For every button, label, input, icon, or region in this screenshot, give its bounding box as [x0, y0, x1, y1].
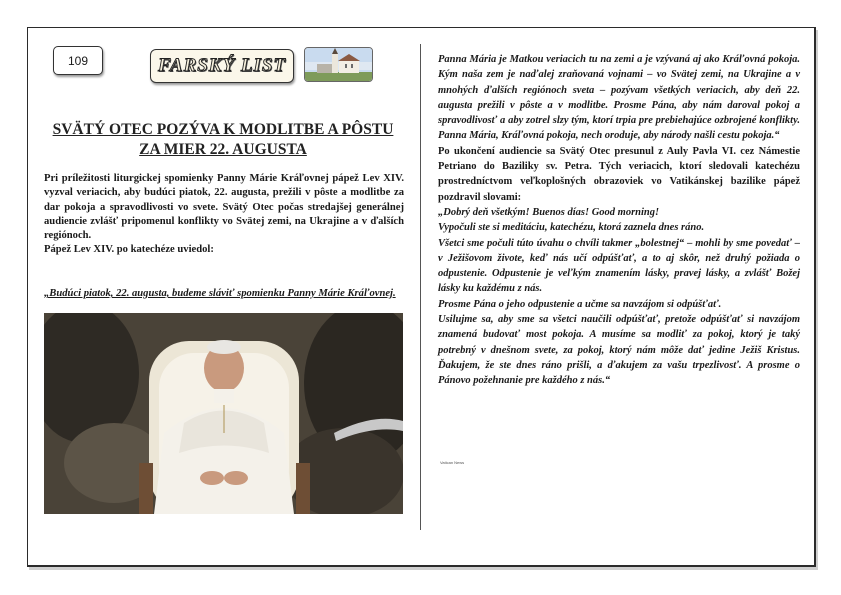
intro-last-line: Pápež Lev XIV. po katechéze uviedol:: [44, 244, 214, 256]
article-headline: [44, 120, 402, 160]
quote-opening: „Budúci piatok, 22. augusta, budeme sláviť spomienku Panny Márie Kráľovnej.: [44, 288, 396, 299]
forgiveness-paragraph: Všetci sme počuli túto úvahu o chvíli takmer „bolestnej“ – mohli by sme povedať – v Ježišovom živote, keď nás učí odpúšťať, a to aj skôr, než druhý požiada o odpustenie. Odpustenie je veľkým znamením lásky, pravej lásky, a zvlášť Božej lásky ku každému z nás.: [438, 237, 800, 295]
pope-photo: [44, 313, 403, 514]
page-number: 109: [53, 46, 103, 75]
right-column-text: [438, 52, 800, 389]
greeting-line: „Dobrý deň všetkým! Buenos días! Good morning!: [438, 206, 660, 218]
intro-paragraph: Pri príležitosti liturgickej spomienky Panny Márie Kráľovnej pápež Lev XIV. vyzval veriacich, aby budúci piatok, 22. augusta, prežili v pôste a modlitbe za dar pokoja a spravodlivosti vo svete. Svätý Otec počas stredajšej generálnej audiencie zvlášť pripomenul konflikty vo Svätej zemi, na Ukrajine a v ďalších regiónoch.: [44, 173, 404, 242]
intro-text: [44, 172, 404, 258]
church-image: [304, 47, 373, 82]
quote-paragraph-1: Panna Mária je Matkou veriacich tu na zemi a je vzývaná aj ako Kráľovná pokoja. Kým naša zem je naďalej zraňovaná vojnami – vo Svätej zemi, na Ukrajine a v mnohých ďalších regiónoch sveta – pozývam všetkých veriacich, aby deň 22. augusta prežili v pôste a v modlitbe. Prosme Pána, aby nám daroval pokoj a spravodlivosť a aby zotrel slzy tým, ktorí trpia pre prebiehajúce ozbrojené konflikty. Panna Mária, Kráľovná pokoja, nech oroduje, aby národy našli cestu pokoja.“: [438, 54, 800, 142]
meditation-line: Vypočuli ste si meditáciu, katechézu, ktorá zaznela dnes ráno.: [438, 222, 705, 234]
headline-line-1: SVÄTÝ OTEC POZÝVA K MODLITBE A PÔSTU: [52, 121, 394, 138]
masthead-title: FARSKÝ LIST: [150, 49, 294, 83]
column-divider: [420, 44, 421, 530]
closing-paragraph: Usilujme sa, aby sme sa všetci naučili odpúšťať, pretože odpúšťať si navzájom znamená budovať most pokoja. A musíme sa modliť za pokoj, ktorý je taký potrebný v dnešnom svete, za pokoj, ktorý nám môže dať jedine Ježiš Kristus. Ďakujem, že ste dnes ráno prišli, a ďakujem za vašu trpezlivosť. A prosme o Pánovo požehnanie pre každého z nás.“: [438, 314, 800, 387]
audience-paragraph: Po ukončení audiencie sa Svätý Otec presunul z Auly Pavla VI. cez Námestie Petriano do Baziliky sv. Petra. Tých veriacich, ktorí sledovali katechézu prostredníctvom veľkoplošných obrazoviek vo Vatikánskej bazilike pápež pozdravil slovami:: [438, 145, 800, 203]
prayer-line: Prosme Pána o jeho odpustenie a učme sa navzájom si odpúšťať.: [438, 298, 722, 310]
source-credit: Vatican News: [440, 460, 465, 465]
headline-line-2: ZA MIER 22. AUGUSTA: [139, 141, 307, 158]
